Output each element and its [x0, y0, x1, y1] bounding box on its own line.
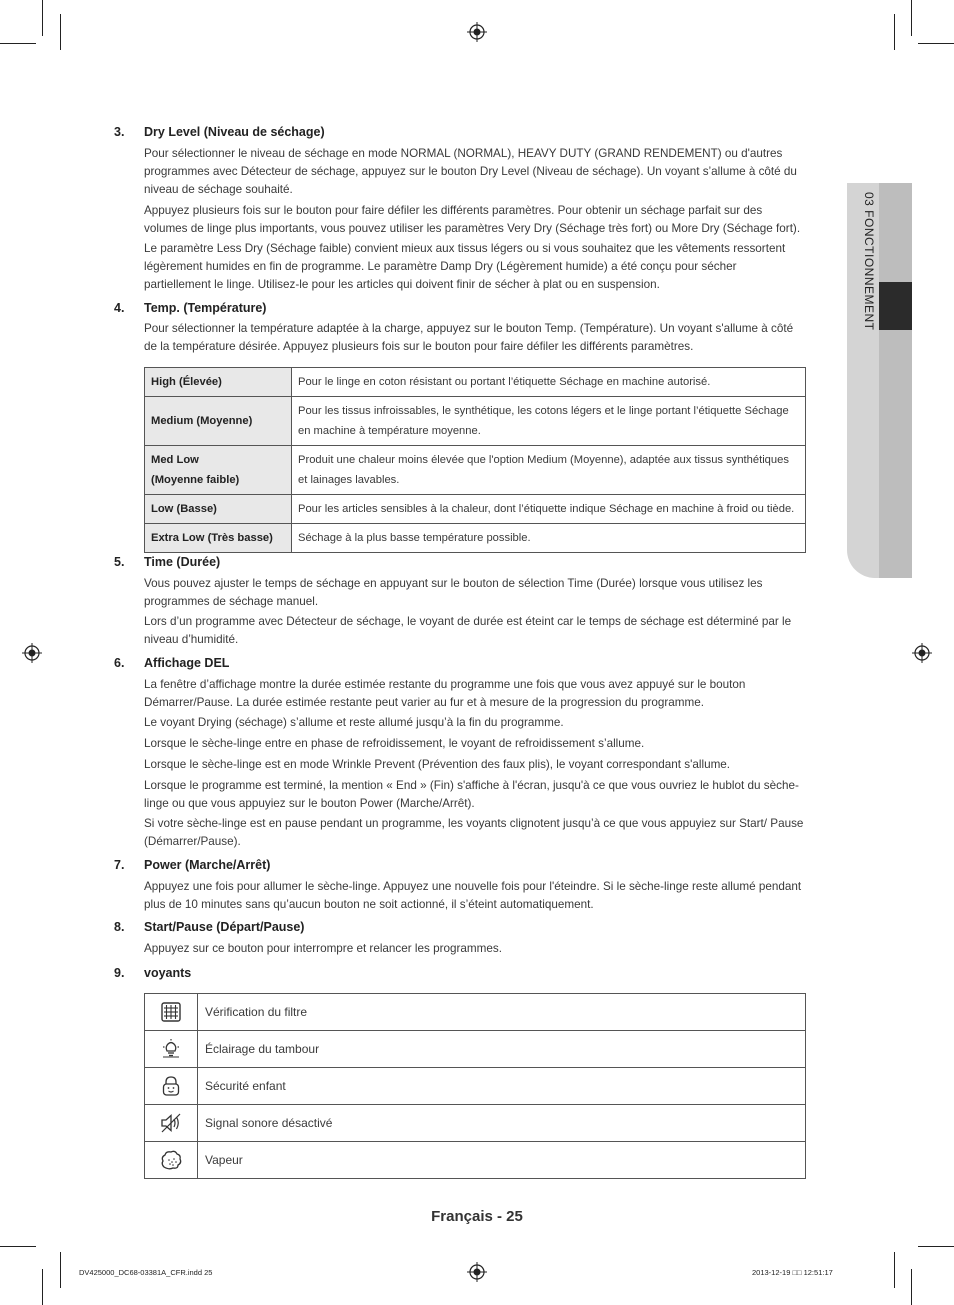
section-3-para-3: Le paramètre Less Dry (Séchage faible) convient mieux aux tissus légers ou si vous souhaitez que les vêtements ressortent légèrement humides en fin de programme. Le paramètre Damp Dry (Légèrement humide) a été conçu pour sécher partiellement le linge. Utilisez-le pour les articles qui doivent finir de sécher à plat ou en suspension.	[144, 242, 786, 291]
registration-mark-icon	[467, 22, 487, 42]
temperature-label: Med Low (Moyenne faible)	[145, 446, 292, 495]
table-row	[145, 994, 806, 1031]
temperature-description: Séchage à la plus basse température possible.	[292, 524, 806, 553]
sound-off-icon	[160, 1112, 182, 1134]
crop-mark	[894, 1252, 895, 1288]
crop-mark	[911, 1269, 912, 1305]
page-number-label: Français - 25	[431, 1208, 523, 1225]
section-6-para-4: Lorsque le sèche-linge est en mode Wrinkle Prevent (Prévention des faux plis), le voyant correspondant s'allume.	[144, 758, 731, 771]
indicator-label: Vérification du filtre	[198, 994, 806, 1031]
chapter-side-tab-label: 03 FONCTIONNEMENT	[862, 192, 876, 331]
chapter-side-tab-band	[879, 183, 912, 578]
section-4-para-1: Pour sélectionner la température adaptée à la charge, appuyez sur le bouton Temp. (Température). Un voyant s'allume à côté de la température désirée. Appuyez plusieurs fois sur le bouton pour faire défiler les différents paramètres.	[144, 322, 794, 353]
table-row	[145, 397, 806, 446]
registration-mark-icon	[467, 1262, 487, 1282]
section-6-para-2: Le voyant Drying (séchage) s’allume et reste allumé jusqu’à la fin du programme.	[144, 716, 564, 729]
crop-mark	[918, 1246, 954, 1247]
indicator-label: Vapeur	[198, 1142, 806, 1179]
table-row	[145, 1068, 806, 1105]
section-6-para-6: Si votre sèche-linge est en pause pendant un programme, les voyants clignotent jusqu’à ce que vous appuyiez sur Start/ Pause (Démarrer/Pause).	[144, 817, 804, 848]
section-6-para-5: Lorsque le programme est terminé, la mention « End » (Fin) s'affiche à l'écran, jusqu'à ce que vous ouvriez le hublot du sèche-linge ou que vous appuyiez sur le bouton Power (Marche/Arrêt).	[144, 779, 799, 810]
drum-light-icon	[160, 1038, 182, 1060]
temperature-description: Pour le linge en coton résistant ou portant l’étiquette Séchage en machine autorisé.	[292, 368, 806, 397]
indicator-label: Éclairage du tambour	[198, 1031, 806, 1068]
indicator-table	[144, 993, 806, 1179]
temperature-description: Pour les tissus infroissables, le synthétique, les cotons légers et le linge portant l’étiquette Séchage en machine à température moyenne.	[292, 397, 806, 446]
temperature-label: High (Élevée)	[145, 368, 292, 397]
chapter-side-tab-marker	[879, 282, 912, 330]
crop-mark	[60, 1252, 61, 1288]
section-6-heading: 6. Affichage DEL	[114, 656, 230, 670]
section-3-para-2: Appuyez plusieurs fois sur le bouton pour faire défiler les différents paramètres. Pour obtenir un séchage parfait sur des volumes de linge plus importants, vous pouvez utiliser les paramètres Very Dry (Séchage très fort) ou More Dry (Séchage fort).	[144, 204, 801, 235]
temperature-description: Produit une chaleur moins élevée que l'option Medium (Moyenne), adaptée aux tissus synthétiques et lainages lavables.	[292, 446, 806, 495]
table-row	[145, 1031, 806, 1068]
table-row	[145, 524, 806, 553]
section-3-heading: 3. Dry Level (Niveau de séchage)	[114, 125, 325, 139]
temperature-label: Low (Basse)	[145, 495, 292, 524]
section-6-para-3: Lorsque le sèche-linge entre en phase de refroidissement, le voyant de refroidissement s’allume.	[144, 737, 645, 750]
table-row	[145, 368, 806, 397]
crop-mark	[42, 1269, 43, 1305]
section-6-para-1: La fenêtre d’affichage montre la durée estimée restante du programme une fois que vous avez appuyé sur le bouton Démarrer/Pause. La durée estimée restante peut varier au fur et à mesure de la progression du programme.	[144, 678, 746, 709]
table-row	[145, 446, 806, 495]
crop-mark	[60, 14, 61, 50]
table-row	[145, 1105, 806, 1142]
print-slug-filename: DV425000_DC68-03381A_CFR.indd 25	[79, 1268, 213, 1277]
crop-mark	[911, 0, 912, 36]
section-5-para-1: Vous pouvez ajuster le temps de séchage en appuyant sur le bouton de sélection Time (Durée) lorsque vous utilisez les programmes de séchage manuel.	[144, 577, 763, 608]
crop-mark	[0, 43, 36, 44]
registration-mark-icon	[22, 643, 42, 663]
table-row	[145, 495, 806, 524]
indicator-label: Signal sonore désactivé	[198, 1105, 806, 1142]
crop-mark	[42, 0, 43, 36]
section-5-heading: 5. Time (Durée)	[114, 555, 221, 569]
section-4-heading: 4. Temp. (Température)	[114, 301, 267, 315]
section-5-para-2: Lors d’un programme avec Détecteur de séchage, le voyant de durée est éteint car le temps de séchage est déterminé par le niveau d’humidité.	[144, 615, 792, 646]
temperature-table	[144, 367, 806, 553]
crop-mark	[894, 14, 895, 50]
registration-mark-icon	[912, 643, 932, 663]
section-9-heading: 9. voyants	[114, 966, 192, 980]
temperature-label: Medium (Moyenne)	[145, 397, 292, 446]
print-slug-timestamp: 2013-12-19 □□ 12:51:17	[752, 1268, 833, 1277]
filter-grid-icon	[160, 1001, 182, 1023]
steam-icon	[160, 1149, 182, 1171]
section-8-para-1: Appuyez sur ce bouton pour interrompre et relancer les programmes.	[144, 942, 502, 955]
temperature-description: Pour les articles sensibles à la chaleur, dont l’étiquette indique Séchage en machine à froid ou tiède.	[292, 495, 806, 524]
section-7-heading: 7. Power (Marche/Arrêt)	[114, 858, 271, 872]
section-8-heading: 8. Start/Pause (Départ/Pause)	[114, 920, 305, 934]
temperature-label: Extra Low (Très basse)	[145, 524, 292, 553]
section-3-para-1: Pour sélectionner le niveau de séchage en mode NORMAL (NORMAL), HEAVY DUTY (GRAND RENDEMENT) ou d'autres programmes avec Détecteur de séchage, appuyez sur le bouton Dry Level (Niveau de séchage). Un voyant s’allume à côté du niveau de séchage souhaité.	[144, 147, 797, 196]
crop-mark	[0, 1246, 36, 1247]
section-7-para-1: Appuyez une fois pour allumer le sèche-linge. Appuyez une nouvelle fois pour l'éteindre. Si le sèche-linge reste allumé pendant plus de 10 minutes sans qu’aucun bouton ne soit actionné, il s’éteint automatiquement.	[144, 880, 802, 911]
child-lock-icon	[160, 1075, 182, 1097]
crop-mark	[918, 43, 954, 44]
indicator-label: Sécurité enfant	[198, 1068, 806, 1105]
table-row	[145, 1142, 806, 1179]
